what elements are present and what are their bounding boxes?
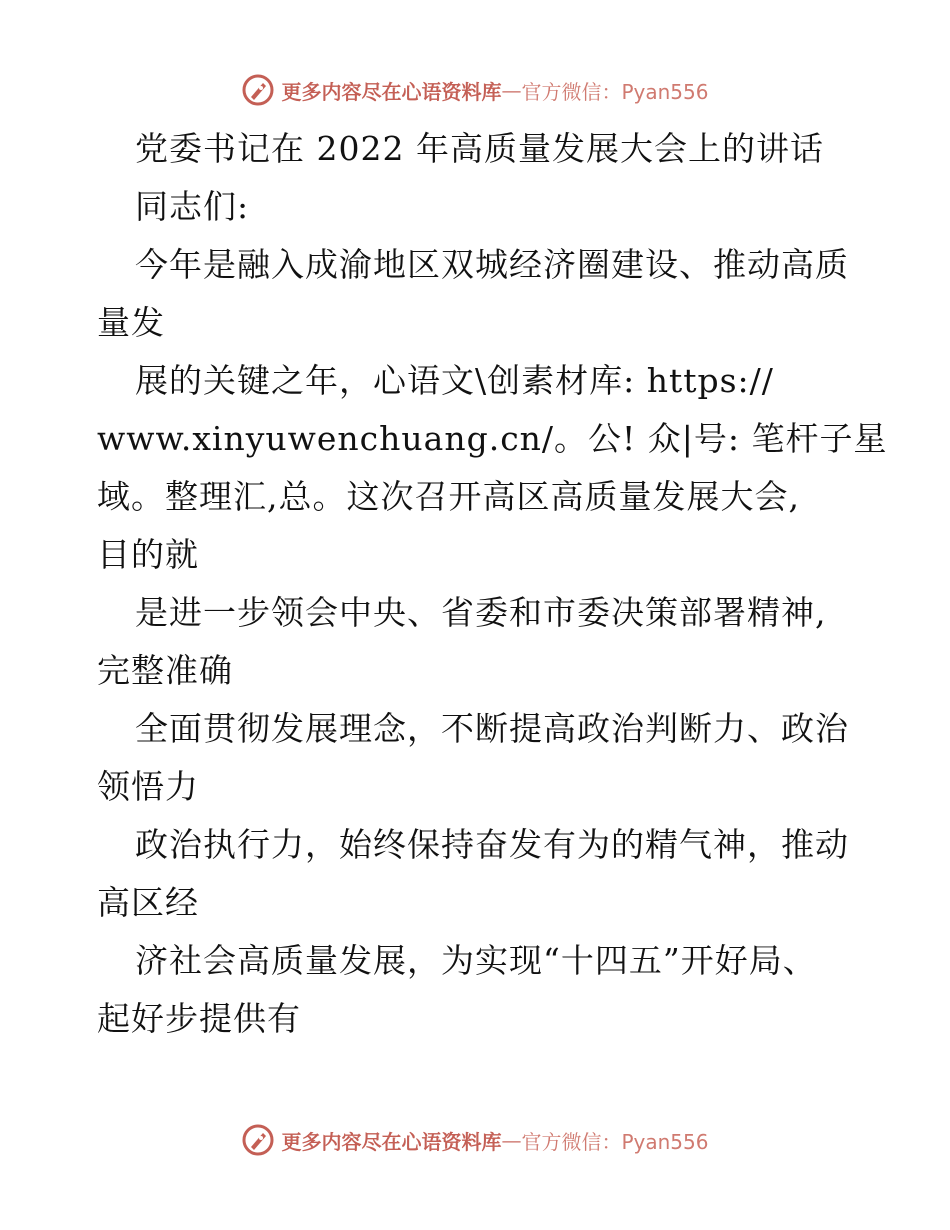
- paragraph-line: 域。整理汇,总。这次召开高区高质量发展大会,: [97, 477, 800, 516]
- paragraph-line: 量发: [97, 303, 165, 342]
- document-title: 党委书记在 2022 年高质量发展大会上的讲话: [135, 129, 824, 168]
- pen-nib-logo-icon: [241, 73, 275, 107]
- paragraph-line: 起好步提供有: [97, 999, 301, 1038]
- document-body: [97, 120, 888, 1048]
- paragraph-line: 是进一步领会中央、省委和市委决策部署精神,: [135, 593, 827, 632]
- banner-brand: 更多内容尽在心语资料库: [281, 1129, 502, 1154]
- pen-nib-logo-icon: [241, 1123, 275, 1157]
- salutation: 同志们:: [135, 187, 250, 226]
- paragraph-line: 展的关键之年，心语文\创素材库: https://: [135, 361, 774, 400]
- banner-wechat: 官方微信：Pyan556: [521, 79, 709, 104]
- paragraph-line: www.xinyuwenchuang.cn/。公! 众|号: 笔杆子星: [97, 419, 888, 458]
- paragraph-line: 济社会高质量发展，为实现“十四五”开好局、: [135, 941, 817, 980]
- banner-separator: —: [501, 1128, 522, 1152]
- paragraph-line: 今年是融入成渝地区双城经济圈建设、推动高质: [135, 245, 849, 284]
- banner-separator: —: [501, 78, 522, 102]
- paragraph-line: 完整准确: [97, 651, 233, 690]
- banner-brand: 更多内容尽在心语资料库: [281, 79, 502, 104]
- paragraph-line: 政治执行力，始终保持奋发有为的精气神，推动: [135, 825, 849, 864]
- header-watermark: [0, 70, 950, 110]
- footer-watermark: [0, 1120, 950, 1160]
- paragraph-line: 目的就: [97, 535, 199, 574]
- paragraph-line: 领悟力: [97, 767, 199, 806]
- banner-wechat: 官方微信：Pyan556: [521, 1129, 709, 1154]
- paragraph-line: 高区经: [97, 883, 199, 922]
- paragraph-line: 全面贯彻发展理念，不断提高政治判断力、政治: [135, 709, 849, 748]
